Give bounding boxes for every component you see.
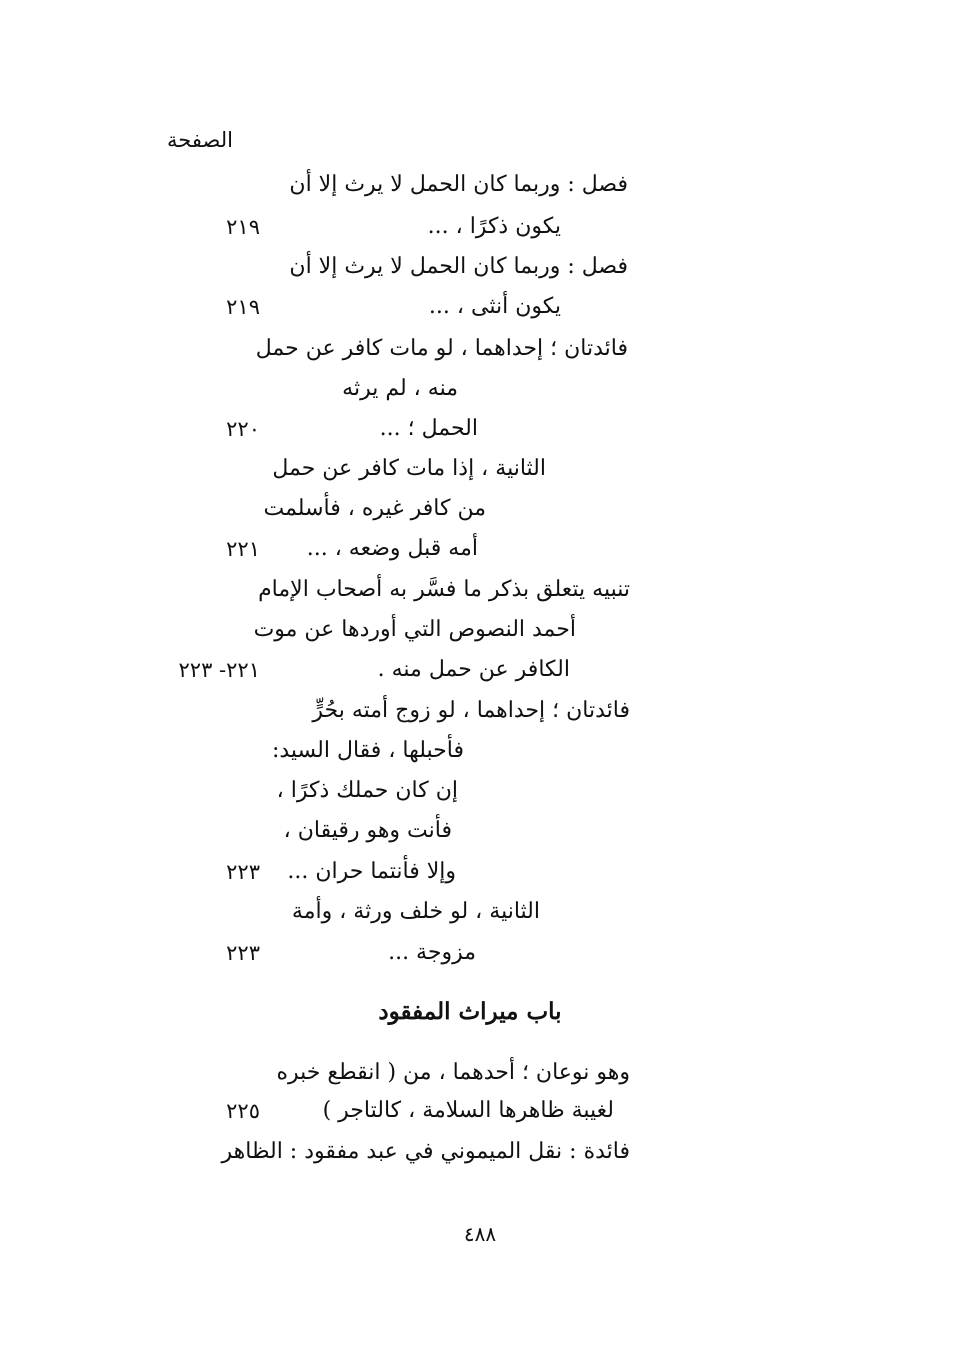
entry-line: الثانية ، إذا مات كافر عن حمل — [272, 456, 546, 481]
entry-page-number — [180, 494, 260, 524]
entry-line: الثانية ، لو خلف ورثة ، وأمة — [291, 899, 540, 924]
entry-page-number: ٢٢٠ — [226, 417, 260, 441]
entry-page-number — [180, 1058, 260, 1088]
entry-page-number: ٢٢١- ٢٢٣ — [178, 658, 260, 682]
page-column-header: الصفحة — [167, 128, 233, 152]
entry-line: لغيبة ظاهرها السلامة ، كالتاجر ) — [322, 1098, 614, 1123]
entry-line: أحمد النصوص التي أوردها عن موت — [253, 617, 576, 642]
entry-page-number — [180, 454, 260, 484]
entry-line: فأحبلها ، فقال السيد: — [271, 738, 464, 763]
entry-line: وهو نوعان ؛ أحدهما ، من ( انقطع خبره — [276, 1060, 630, 1085]
entry-line: فصل : وربما كان الحمل لا يرث إلا أن — [289, 254, 628, 279]
entry-page-number — [180, 575, 260, 605]
entry-line: إن كان حملك ذكرًا ، — [276, 778, 458, 803]
entry-page-number: ٢١٩ — [226, 215, 260, 239]
entry-page-number — [180, 334, 260, 364]
entry-line: فائدتان ؛ إحداهما ، لو مات كافر عن حمل — [255, 336, 628, 361]
entry-line: فائدتان ؛ إحداهما ، لو زوج أمته بحُرٍّ — [312, 698, 630, 723]
entry-line: تنبيه يتعلق بذكر ما فسَّر به أصحاب الإمام — [258, 577, 630, 602]
entry-line: منه ، لم يرثه — [342, 376, 458, 401]
entry-page-number: ٢١٩ — [226, 295, 260, 319]
entry-line: مزوجة ... — [388, 940, 476, 965]
entry-line: يكون أنثى ، ... — [428, 294, 561, 319]
entry-line: أمه قبل وضعه ، ... — [306, 536, 478, 561]
entry-page-number — [180, 736, 260, 766]
section-heading: باب ميراث المفقود — [378, 998, 562, 1025]
page-number-footer: ٤٨٨ — [463, 1222, 497, 1246]
entry-line: الحمل ؛ ... — [379, 416, 478, 441]
entry-page-number — [180, 1137, 260, 1167]
entry-line: فصل : وربما كان الحمل لا يرث إلا أن — [289, 172, 628, 197]
entry-line: فائدة : نقل الميموني في عبد مفقود : الظاهر — [221, 1139, 630, 1164]
entry-line: الكافر عن حمل منه . — [377, 657, 570, 682]
entry-line: من كافر غيره ، فأسلمت — [263, 496, 486, 521]
entry-page-number — [180, 252, 260, 282]
entry-line: وإلا فأنتما حران ... — [287, 859, 456, 884]
entry-page-number — [180, 374, 260, 404]
entry-page-number: ٢٢١ — [226, 537, 260, 561]
entry-page-number — [180, 897, 260, 927]
entry-page-number — [180, 816, 260, 846]
entry-line: فأنت وهو رقيقان ، — [283, 818, 452, 843]
entry-page-number — [180, 615, 260, 645]
entry-page-number: ٢٢٥ — [226, 1099, 260, 1123]
entry-page-number — [180, 170, 260, 200]
entry-page-number: ٢٢٣ — [226, 941, 260, 965]
entry-line: يكون ذكرًا ، ... — [427, 214, 561, 239]
entry-page-number — [180, 776, 260, 806]
entry-page-number — [180, 696, 260, 726]
entry-page-number: ٢٢٣ — [226, 860, 260, 884]
